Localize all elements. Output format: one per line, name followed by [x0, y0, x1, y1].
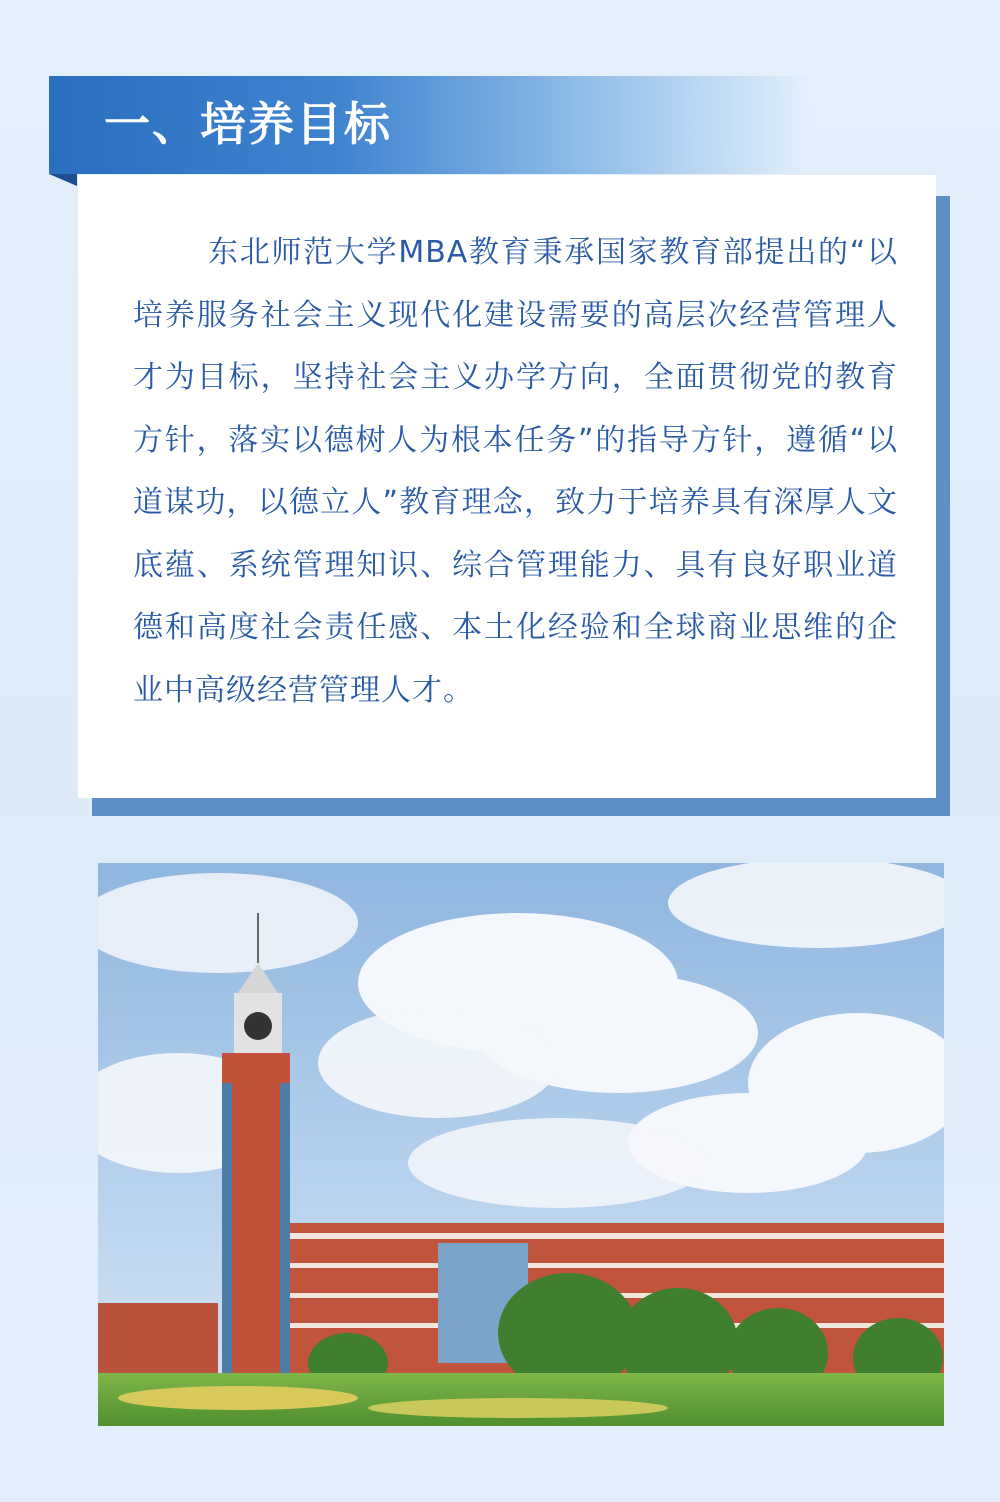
lawn: [98, 1373, 944, 1426]
content-card: [78, 175, 936, 798]
content-paragraph: 东北师范大学MBA教育秉承国家教育部提出的“以培养服务社会主义现代化建设需要的高层次经营管理人才为目标，坚持社会主义办学方向，全面贯彻党的教育方针，落实以德树人为根本任务”的指导方针，遵循“以道谋功，以德立人”教育理念，致力于培养具有深厚人文底蕴、系统管理知识、综合管理能力、具有良好职业道德和高度社会责任感、本土化经验和全球商业思维的企业中高级经营管理人才。: [133, 235, 898, 708]
header-fold-decoration: [49, 174, 77, 186]
campus-photo: [98, 863, 944, 1426]
section-title: 一、培养目标: [104, 97, 392, 151]
section-header: [49, 76, 809, 174]
